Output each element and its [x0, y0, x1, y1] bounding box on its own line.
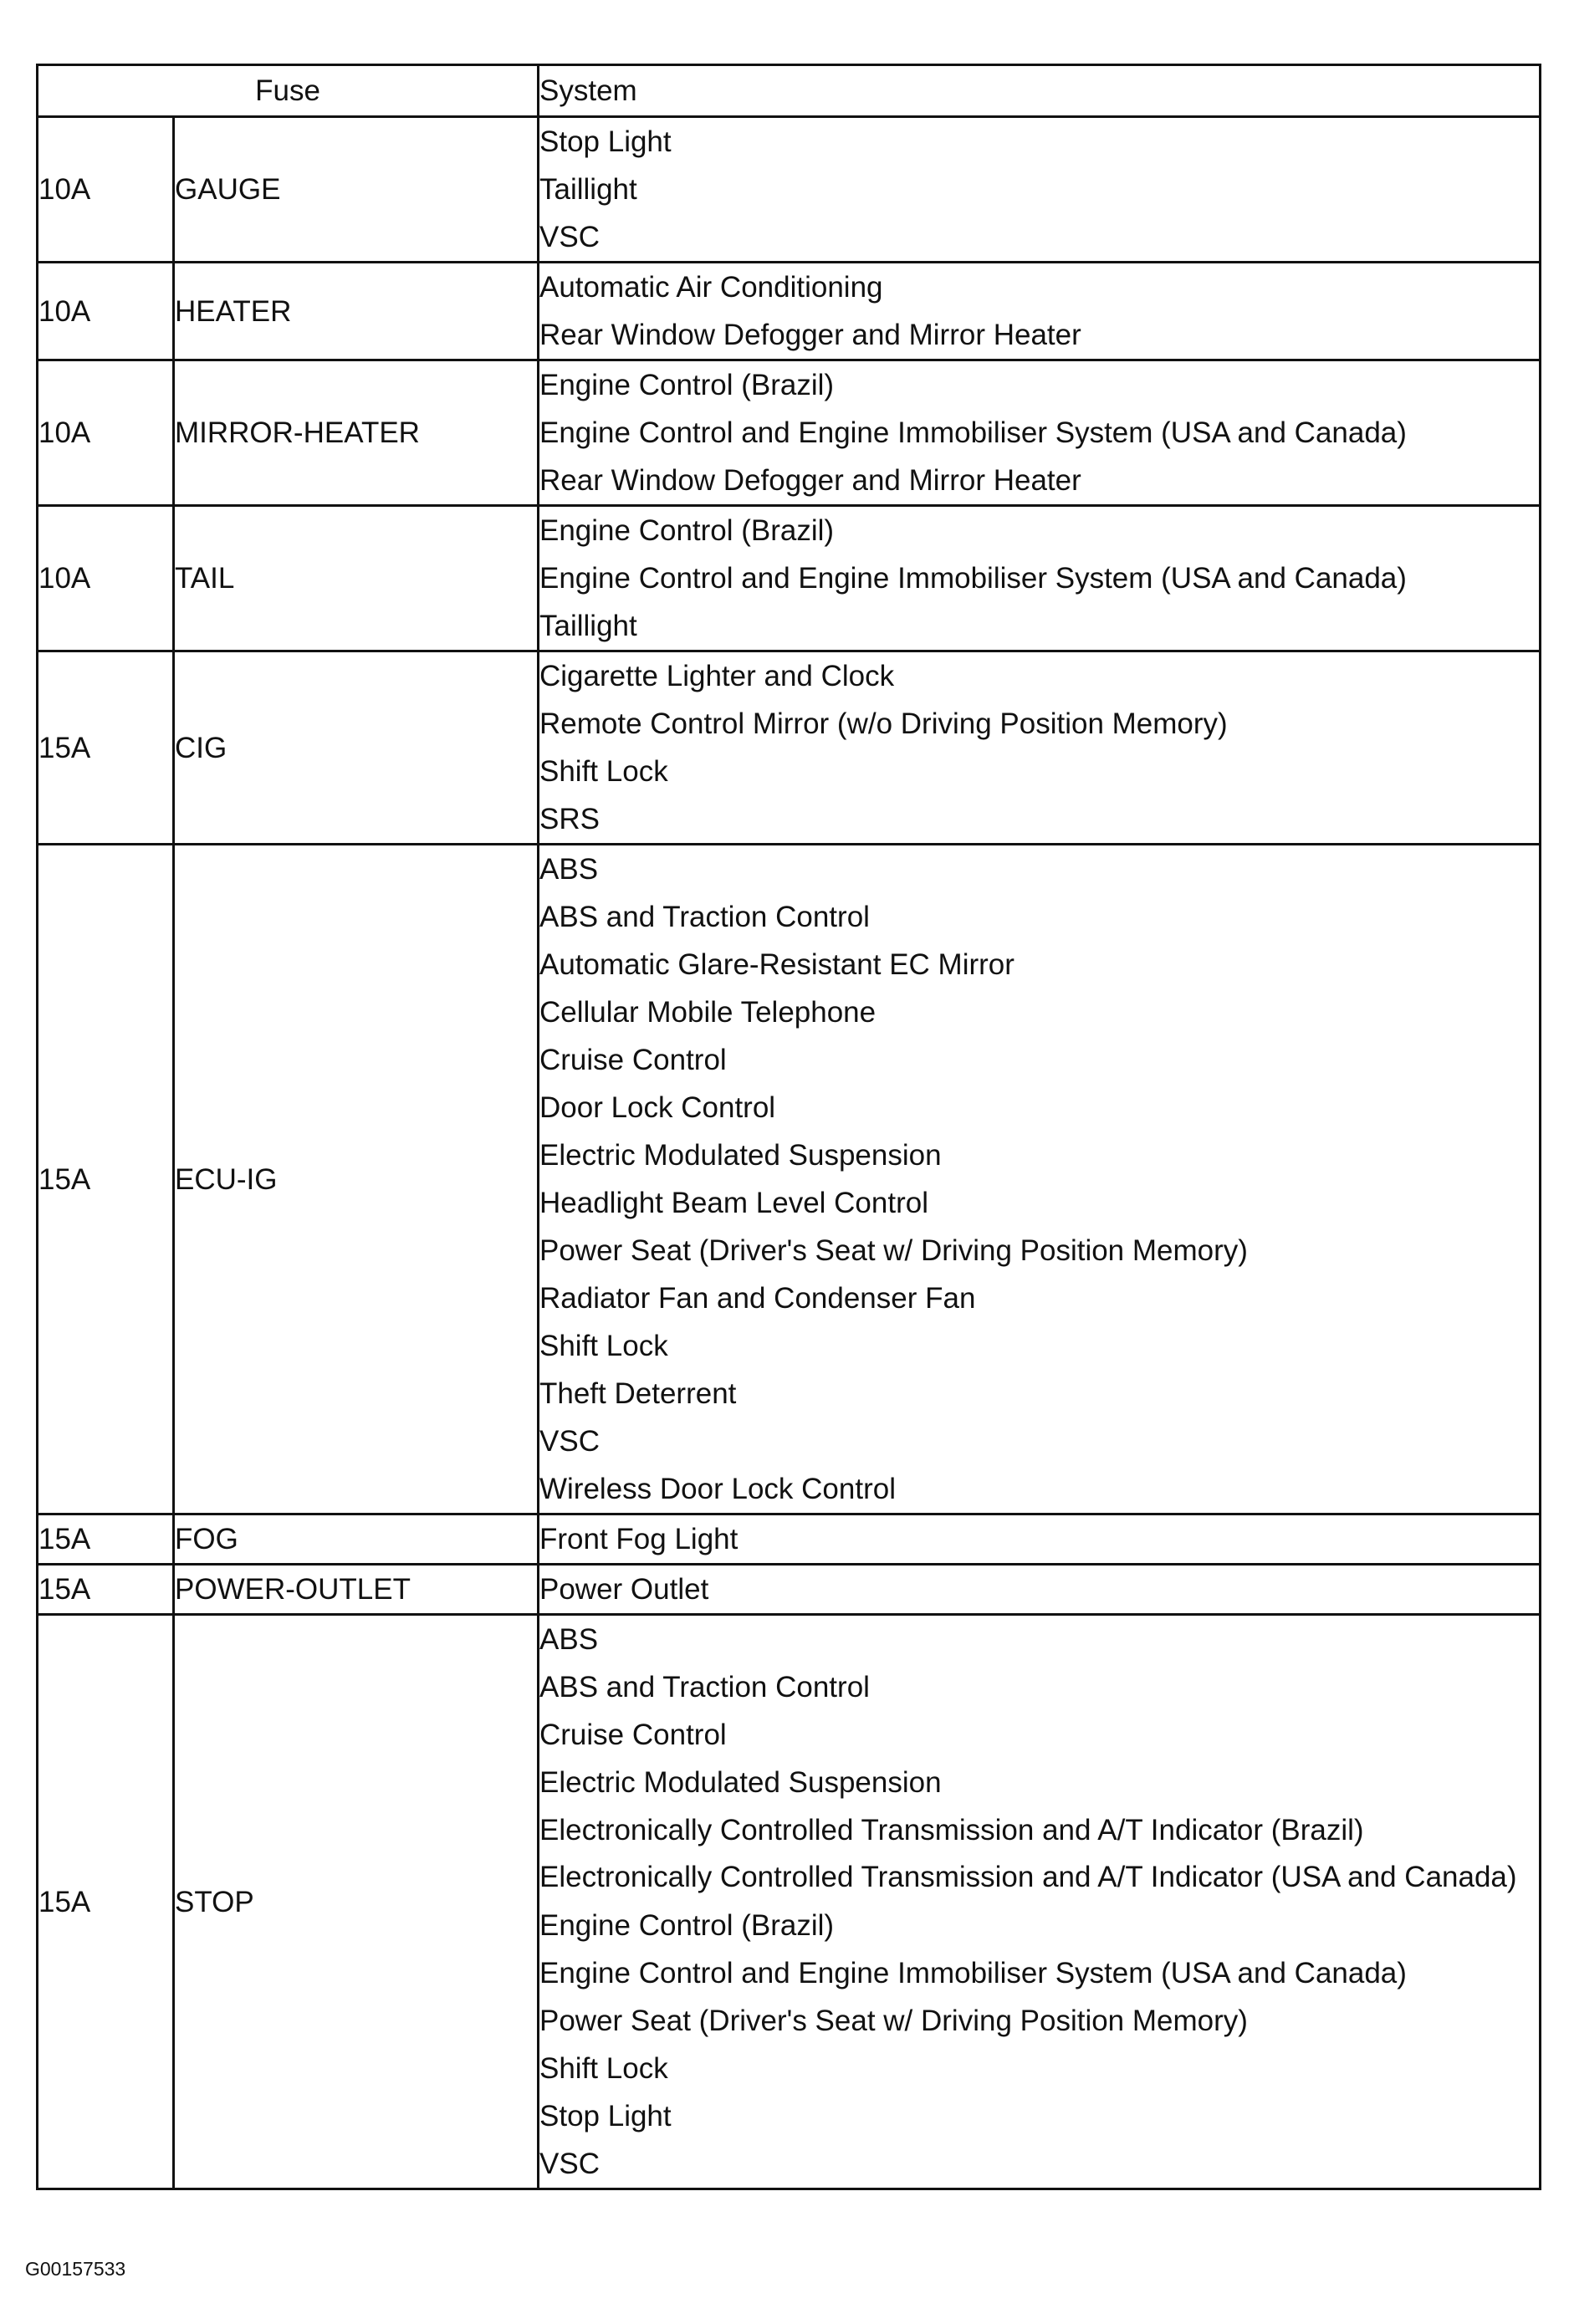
fuse-name: POWER-OUTLET [174, 1565, 539, 1615]
table-row [38, 263, 1541, 360]
system-item: Headlight Beam Level Control [539, 1187, 928, 1219]
fuse-amperage: 10A [38, 263, 174, 360]
system-item: Electric Modulated Suspension [539, 1139, 942, 1172]
system-item: Remote Control Mirror (w/o Driving Position Memory) [539, 707, 1228, 740]
fuse-name: MIRROR-HEATER [174, 360, 539, 506]
system-list [539, 1565, 1541, 1615]
system-item: Rear Window Defogger and Mirror Heater [539, 319, 1081, 351]
system-item: Power Seat (Driver's Seat w/ Driving Position Memory) [539, 2005, 1248, 2037]
system-item: Taillight [539, 173, 637, 206]
system-item: Power Seat (Driver's Seat w/ Driving Position Memory) [539, 1234, 1248, 1267]
system-item: Taillight [539, 610, 637, 642]
column-header-system: System [539, 65, 1541, 117]
table-row [38, 506, 1541, 651]
system-item: Electronically Controlled Transmission and A/T Indicator (Brazil) [539, 1814, 1364, 1846]
table-body [38, 117, 1541, 2189]
figure-code: G00157533 [25, 2258, 126, 2280]
system-item: Electronically Controlled Transmission and A/T Indicator (USA and Canada) [539, 1861, 1517, 1893]
table-row [38, 845, 1541, 1514]
fuse-amperage: 15A [38, 845, 174, 1514]
system-item: Shift Lock [539, 755, 668, 788]
table-row [38, 1615, 1541, 2189]
fuse-amperage: 10A [38, 506, 174, 651]
system-item: VSC [539, 221, 600, 253]
fuse-name: HEATER [174, 263, 539, 360]
system-list [539, 506, 1541, 651]
table-row [38, 360, 1541, 506]
system-list [539, 360, 1541, 506]
system-item: Theft Deterrent [539, 1377, 737, 1410]
system-list [539, 117, 1541, 263]
system-item: Door Lock Control [539, 1091, 776, 1124]
system-item: ABS [539, 853, 599, 886]
system-item: Engine Control and Engine Immobiliser System (USA and Canada) [539, 1957, 1407, 1989]
system-item: Engine Control and Engine Immobiliser System (USA and Canada) [539, 562, 1407, 595]
table-row [38, 117, 1541, 263]
system-item: Shift Lock [539, 2052, 668, 2085]
system-item: Cruise Control [539, 1044, 727, 1076]
system-item: Rear Window Defogger and Mirror Heater [539, 464, 1081, 497]
table-row [38, 651, 1541, 845]
fuse-amperage: 15A [38, 1514, 174, 1565]
system-list [539, 1514, 1541, 1565]
system-item: Stop Light [539, 125, 672, 158]
system-list [539, 651, 1541, 845]
system-item: ABS and Traction Control [539, 901, 870, 933]
fuse-name: CIG [174, 651, 539, 845]
system-item: Engine Control (Brazil) [539, 369, 835, 401]
system-item: Front Fog Light [539, 1523, 739, 1555]
system-list [539, 845, 1541, 1514]
system-item: Shift Lock [539, 1330, 668, 1362]
system-item: ABS [539, 1623, 599, 1656]
fuse-name: STOP [174, 1615, 539, 2189]
table-row [38, 1514, 1541, 1565]
system-item: Engine Control (Brazil) [539, 514, 835, 547]
fuse-amperage: 15A [38, 1615, 174, 2189]
system-item: Stop Light [539, 2100, 672, 2132]
system-item: Engine Control and Engine Immobiliser System (USA and Canada) [539, 416, 1407, 449]
table-row [38, 1565, 1541, 1615]
table-header-row [38, 65, 1541, 117]
column-header-fuse: Fuse [38, 65, 539, 117]
fuse-name: TAIL [174, 506, 539, 651]
fuse-amperage: 15A [38, 1565, 174, 1615]
system-item: Cellular Mobile Telephone [539, 996, 876, 1029]
system-item: VSC [539, 1425, 600, 1458]
fuse-amperage: 10A [38, 117, 174, 263]
system-item: ABS and Traction Control [539, 1671, 870, 1703]
system-item: Cigarette Lighter and Clock [539, 660, 895, 692]
system-list [539, 263, 1541, 360]
system-item: SRS [539, 803, 600, 835]
system-item: Radiator Fan and Condenser Fan [539, 1282, 976, 1315]
fuse-name: ECU-IG [174, 845, 539, 1514]
system-item: Automatic Air Conditioning [539, 271, 883, 304]
system-list [539, 1615, 1541, 2189]
system-item: Cruise Control [539, 1719, 727, 1751]
fuse-table [36, 64, 1541, 2190]
system-item: Wireless Door Lock Control [539, 1473, 896, 1505]
fuse-amperage: 15A [38, 651, 174, 845]
fuse-name: FOG [174, 1514, 539, 1565]
system-item: Power Outlet [539, 1573, 709, 1606]
system-item: Engine Control (Brazil) [539, 1909, 835, 1942]
system-item: Automatic Glare-Resistant EC Mirror [539, 948, 1014, 981]
system-item: VSC [539, 2148, 600, 2180]
fuse-amperage: 10A [38, 360, 174, 506]
fuse-name: GAUGE [174, 117, 539, 263]
system-item: Electric Modulated Suspension [539, 1766, 942, 1799]
